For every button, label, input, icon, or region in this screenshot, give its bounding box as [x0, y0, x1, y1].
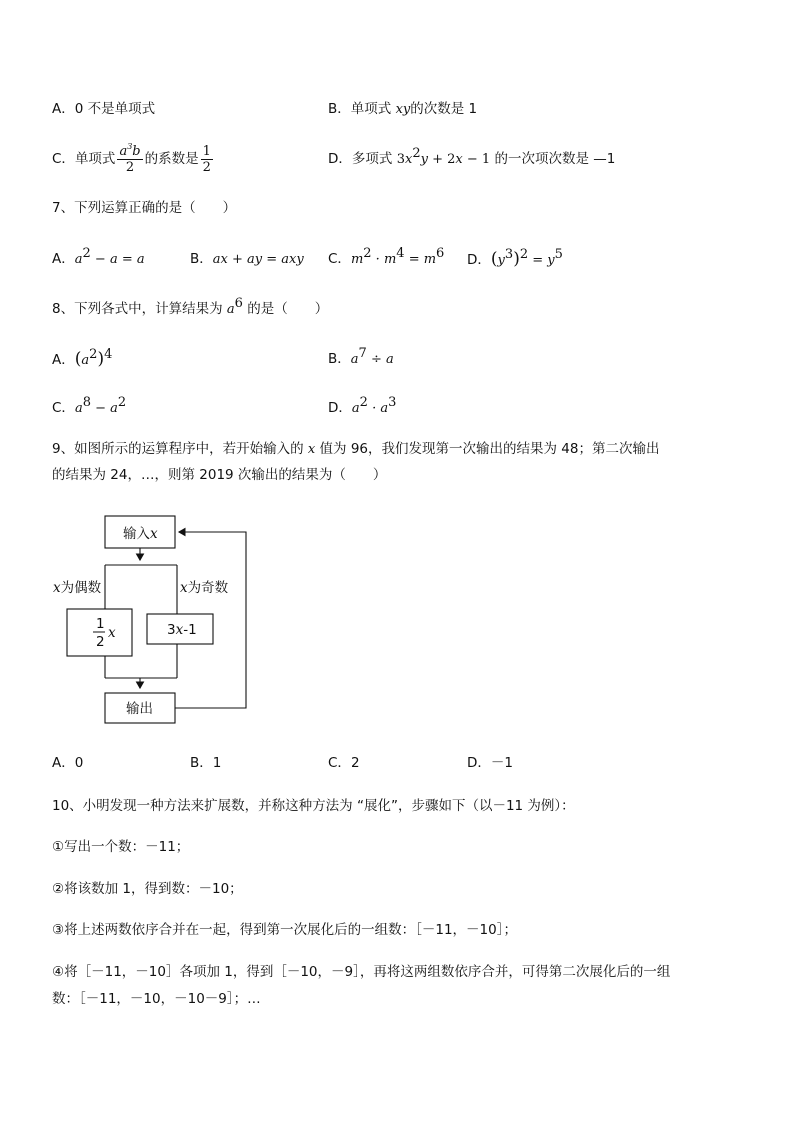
q6-option-a [52, 100, 155, 118]
q10-step2: ②将该数加 1，得到数：－10； [52, 881, 243, 897]
q6-option-d: D．多项式 $3x^2y + 2x - 1$ 的一次项次数是 —1 [328, 146, 616, 167]
option-text: 0 不是单项式 [74, 101, 156, 117]
input-label: 输入 [123, 526, 150, 542]
fraction-a3b-over-2: $\frac{a^3b}{2}$ [119, 141, 141, 175]
flowchart-diagram [50, 510, 260, 730]
option-label: D． [467, 252, 491, 268]
option-label: C． [52, 400, 75, 416]
option-label: B． [190, 251, 213, 267]
svg-text:3x-1: 3x-1 [167, 622, 197, 638]
q6-option-b: B．单项式 xy的次数是 1 [328, 101, 478, 117]
q8-option-c: C．$a^8 - a^2$ [52, 395, 127, 416]
q7-option-c: C．$m^2 \cdot m^4 = m^6$ [328, 246, 445, 267]
half-den: 2 [96, 634, 105, 650]
q9-option-b: B．1 [190, 755, 222, 771]
option-label: A． [52, 101, 75, 117]
q9-option-a: A．0 [52, 755, 84, 771]
q8-option-a: A．$(a^2)^4$ [52, 347, 113, 369]
q9-stem-line1: 9、如图所示的运算程序中，若开始输入的 x 值为 96，我们发现第一次输出的结果为 48；第二次输出 [52, 441, 660, 457]
loop-line [175, 532, 246, 708]
option-label: B． [328, 351, 351, 367]
option-label: C． [52, 151, 75, 167]
svg-text:x为奇数: x为奇数 [180, 580, 229, 596]
q8-stem: 8、下列各式中，计算结果为 $a^6$ 的是（ ） [52, 296, 329, 317]
fraction-one-half: $\frac{1}{2}$ [202, 143, 211, 175]
q7-stem: 7、下列运算正确的是（ ） [52, 200, 237, 216]
half-var: x [108, 625, 116, 641]
q9-option-d: D．－1 [467, 755, 513, 771]
q9-option-c: C．2 [328, 755, 360, 771]
q7-option-d: D．$(y^3)^2 = y^5$ [467, 247, 563, 269]
even-label: 为偶数 [60, 580, 102, 596]
option-label: C． [328, 251, 351, 267]
q7-option-a: A．$a^2 - a = a$ [52, 246, 145, 267]
option-label: B． [328, 101, 351, 117]
odd-label: 为奇数 [187, 580, 229, 596]
half-num: 1 [96, 616, 105, 632]
q10-step4-line2: 数：［－11，－10，－10－9］；… [52, 991, 261, 1007]
q10-step4-line1: ④将［－11，－10］各项加 1，得到［－10，－9］，再将这两组数依序合并，可得第二次展化后的一组 [52, 964, 671, 980]
option-label: D． [328, 400, 352, 416]
svg-text:x为偶数: x为偶数 [53, 580, 102, 596]
option-label: D． [328, 151, 352, 167]
q8-option-d: D．$a^2 \cdot a^3$ [328, 395, 397, 416]
q7-option-b: B．ax + ay = axy [190, 251, 304, 267]
q9-stem-line2: 的结果为 24，…，则第 2019 次输出的结果为（ ） [52, 467, 387, 483]
output-label: 输出 [126, 701, 153, 717]
option-label: A． [52, 251, 75, 267]
q10-stem: 10、小明发现一种方法来扩展数，并称这种方法为 “展化”，步骤如下（以－11 为例）： [52, 798, 575, 814]
q10-step3: ③将上述两数依序合并在一起，得到第一次展化后的一组数：［－11，－10］； [52, 922, 517, 938]
q8-option-b: B．$a^7 \div a$ [328, 346, 394, 367]
svg-text:输入x: 输入x [123, 526, 158, 542]
q6-option-c: C．单项式 $\frac{a^3b}{2}$ 的系数是 $\frac{1}{2}$ [52, 141, 211, 175]
q10-step1: ①写出一个数：－11； [52, 839, 190, 855]
option-label: A． [52, 352, 75, 368]
